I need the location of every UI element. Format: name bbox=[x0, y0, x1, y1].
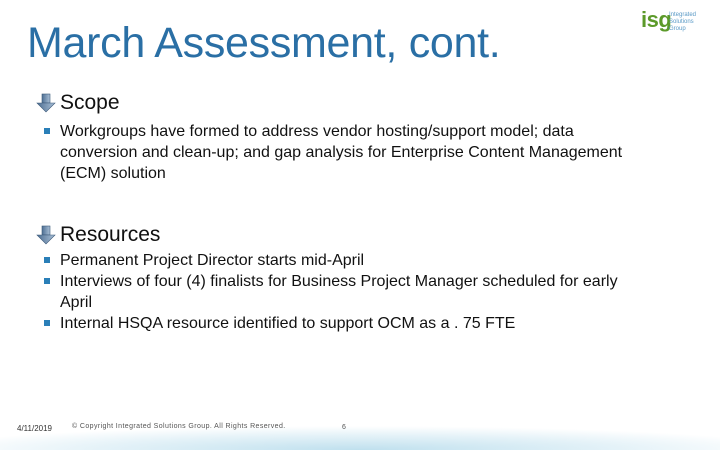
section-scope-heading bbox=[36, 90, 120, 116]
scope-bullet-list bbox=[42, 121, 642, 184]
section-resources-label: Resources bbox=[60, 223, 161, 246]
down-arrow-icon bbox=[36, 93, 56, 113]
list-item bbox=[42, 271, 642, 313]
down-arrow-icon bbox=[36, 225, 56, 245]
square-bullet-icon bbox=[44, 128, 50, 134]
bullet-text: Workgroups have formed to address vendor hosting/support model; data conversion and clean-up; and gap analysis for Enterprise Content Management (ECM) solution bbox=[60, 123, 623, 182]
logo-wordmark bbox=[669, 12, 696, 33]
resources-bullet-list bbox=[42, 250, 642, 334]
footer-copyright: © Copyright Integrated Solutions Group. All Rights Reserved. bbox=[72, 423, 286, 430]
page-number: 6 bbox=[342, 424, 346, 431]
logo-line-3: Group bbox=[669, 26, 686, 32]
list-item bbox=[42, 313, 642, 334]
bullet-text: Interviews of four (4) finalists for Business Project Manager scheduled for early April bbox=[60, 273, 618, 311]
footer-date: 4/11/2019 bbox=[17, 424, 52, 433]
footer-gradient-bar bbox=[0, 410, 720, 450]
list-item bbox=[42, 121, 642, 184]
logo-line-2: Solutions bbox=[669, 19, 694, 25]
logo-mark bbox=[641, 8, 671, 32]
bullet-text: Permanent Project Director starts mid-April bbox=[60, 252, 365, 269]
slide-title: March Assessment, cont. bbox=[27, 19, 501, 67]
logo-line-1: Integrated bbox=[669, 12, 697, 18]
section-resources-heading bbox=[36, 222, 160, 248]
square-bullet-icon bbox=[44, 278, 50, 284]
logo-mark-text: isg bbox=[641, 7, 672, 32]
list-item bbox=[42, 250, 642, 271]
bullet-text: Internal HSQA resource identified to support OCM as a . 75 FTE bbox=[60, 315, 516, 332]
section-scope-label: Scope bbox=[60, 91, 120, 114]
isg-logo bbox=[641, 8, 701, 38]
square-bullet-icon bbox=[44, 320, 50, 326]
square-bullet-icon bbox=[44, 257, 50, 263]
